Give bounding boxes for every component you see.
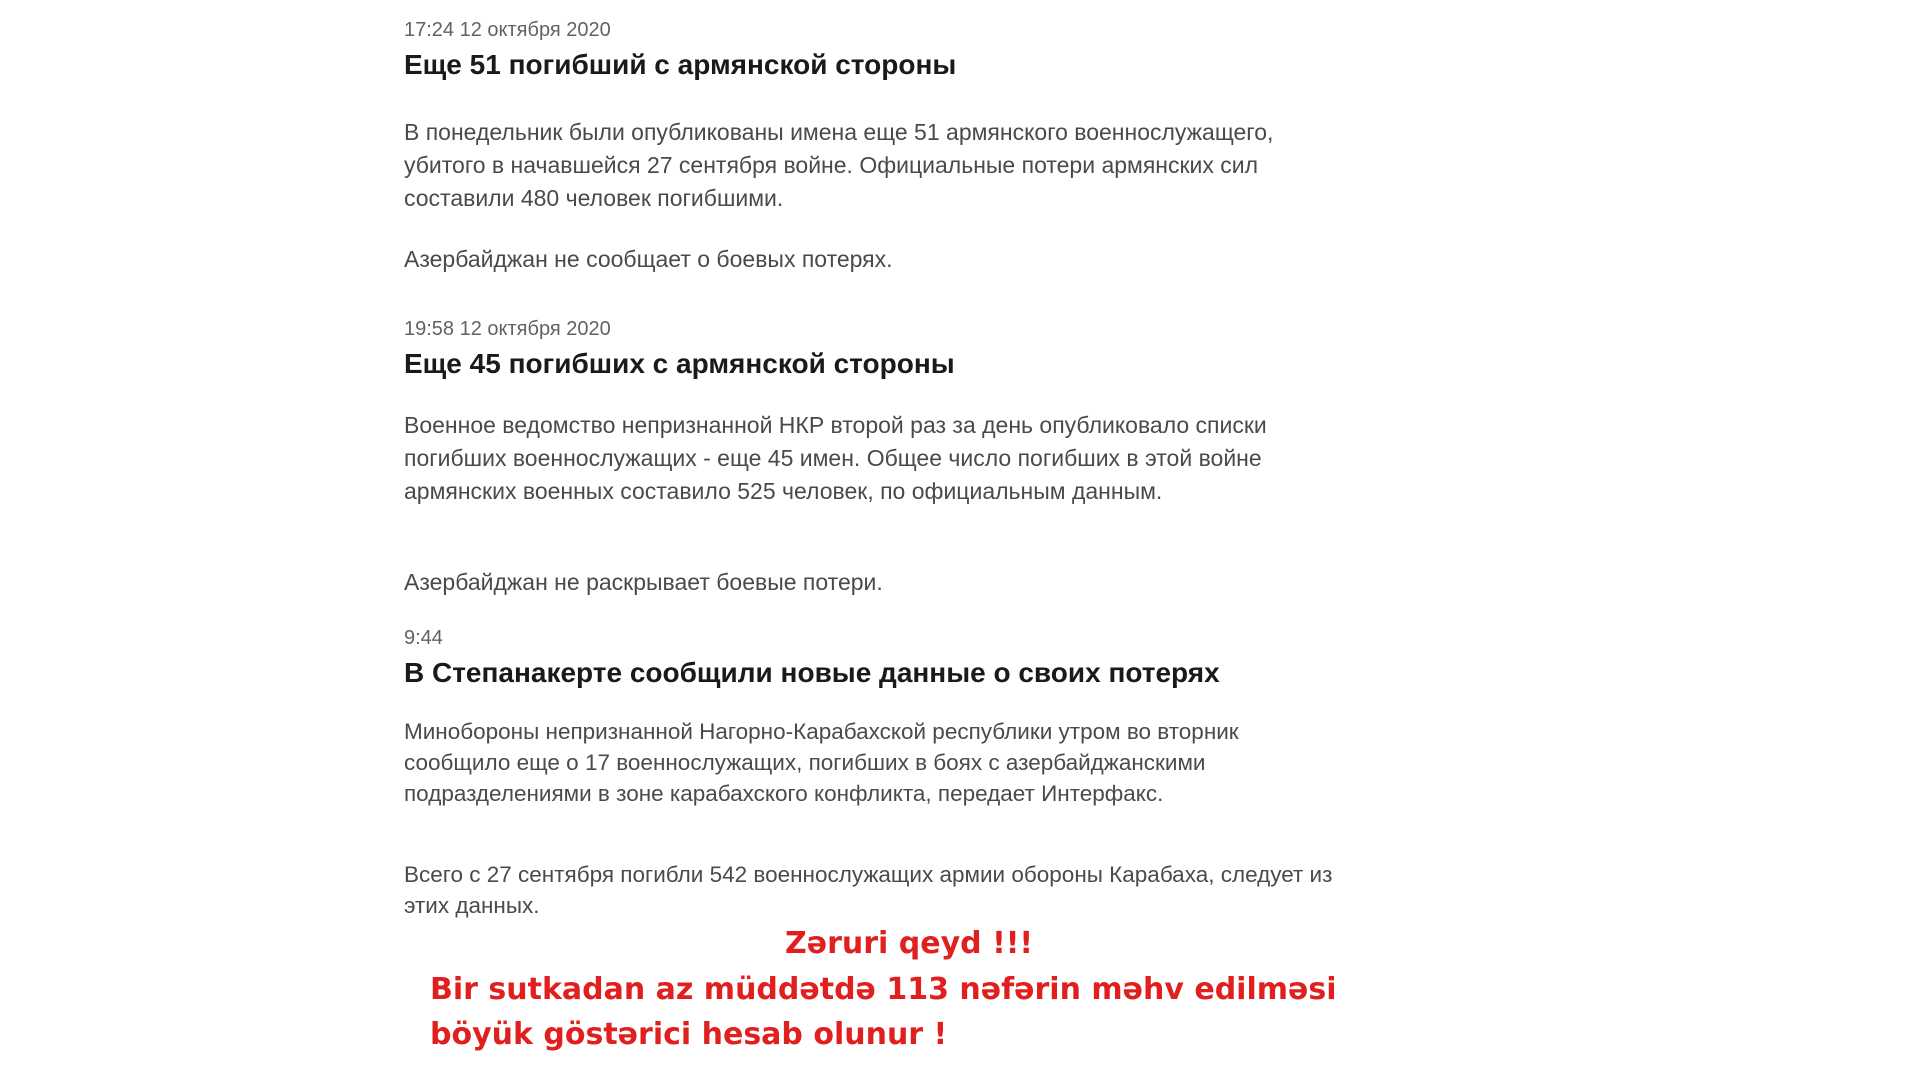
news-item xyxy=(404,626,1364,918)
note-line: Bir sutkadan az müddətdə 113 nəfərin məhv edilməsi xyxy=(430,972,1337,1007)
news-item xyxy=(404,317,1364,595)
news-item xyxy=(404,18,1364,272)
news-timestamp: 9:44 xyxy=(404,627,443,649)
news-paragraph: Минобороны непризнанной Нагорно-Карабахской республики утром во вторник сообщило еще о 17 военнослужащих, погибших в боях с азербайджанскими подразделениями в зоне карабахского конфликта, передает Интерфакс. xyxy=(404,719,1239,806)
news-paragraph: Военное ведомство непризнанной НКР второй раз за день опубликовало списки погибших военнослужащих - еще 45 имен. Общее число погибших в этой войне армянских военных составило 525 человек, по официальным данным. xyxy=(404,412,1267,504)
news-paragraph: Азербайджан не раскрывает боевые потери. xyxy=(404,569,883,595)
news-paragraph: В понедельник были опубликованы имена еще 51 армянского военнослужащего, убитого в начавшейся 27 сентября войне. Официальные потери армянских сил составили 480 человек погибшими. xyxy=(404,119,1274,211)
news-headline[interactable]: В Степанакерте сообщили новые данные о своих потерях xyxy=(404,657,1220,688)
news-headline[interactable]: Еще 45 погибших с армянской стороны xyxy=(404,348,955,379)
news-paragraph: Азербайджан не сообщает о боевых потерях. xyxy=(404,246,893,272)
news-headline[interactable]: Еще 51 погибший с армянской стороны xyxy=(404,49,957,80)
news-paragraph: Всего с 27 сентября погибли 542 военнослужащих армии обороны Карабаха, следует из этих данных. xyxy=(404,862,1333,918)
note-line: böyük göstərici hesab olunur ! xyxy=(430,1017,948,1052)
news-timestamp: 19:58 12 октября 2020 xyxy=(404,318,611,340)
note-title: Zəruri qeyd !!! xyxy=(785,926,1034,961)
news-timestamp: 17:24 12 октября 2020 xyxy=(404,19,611,41)
